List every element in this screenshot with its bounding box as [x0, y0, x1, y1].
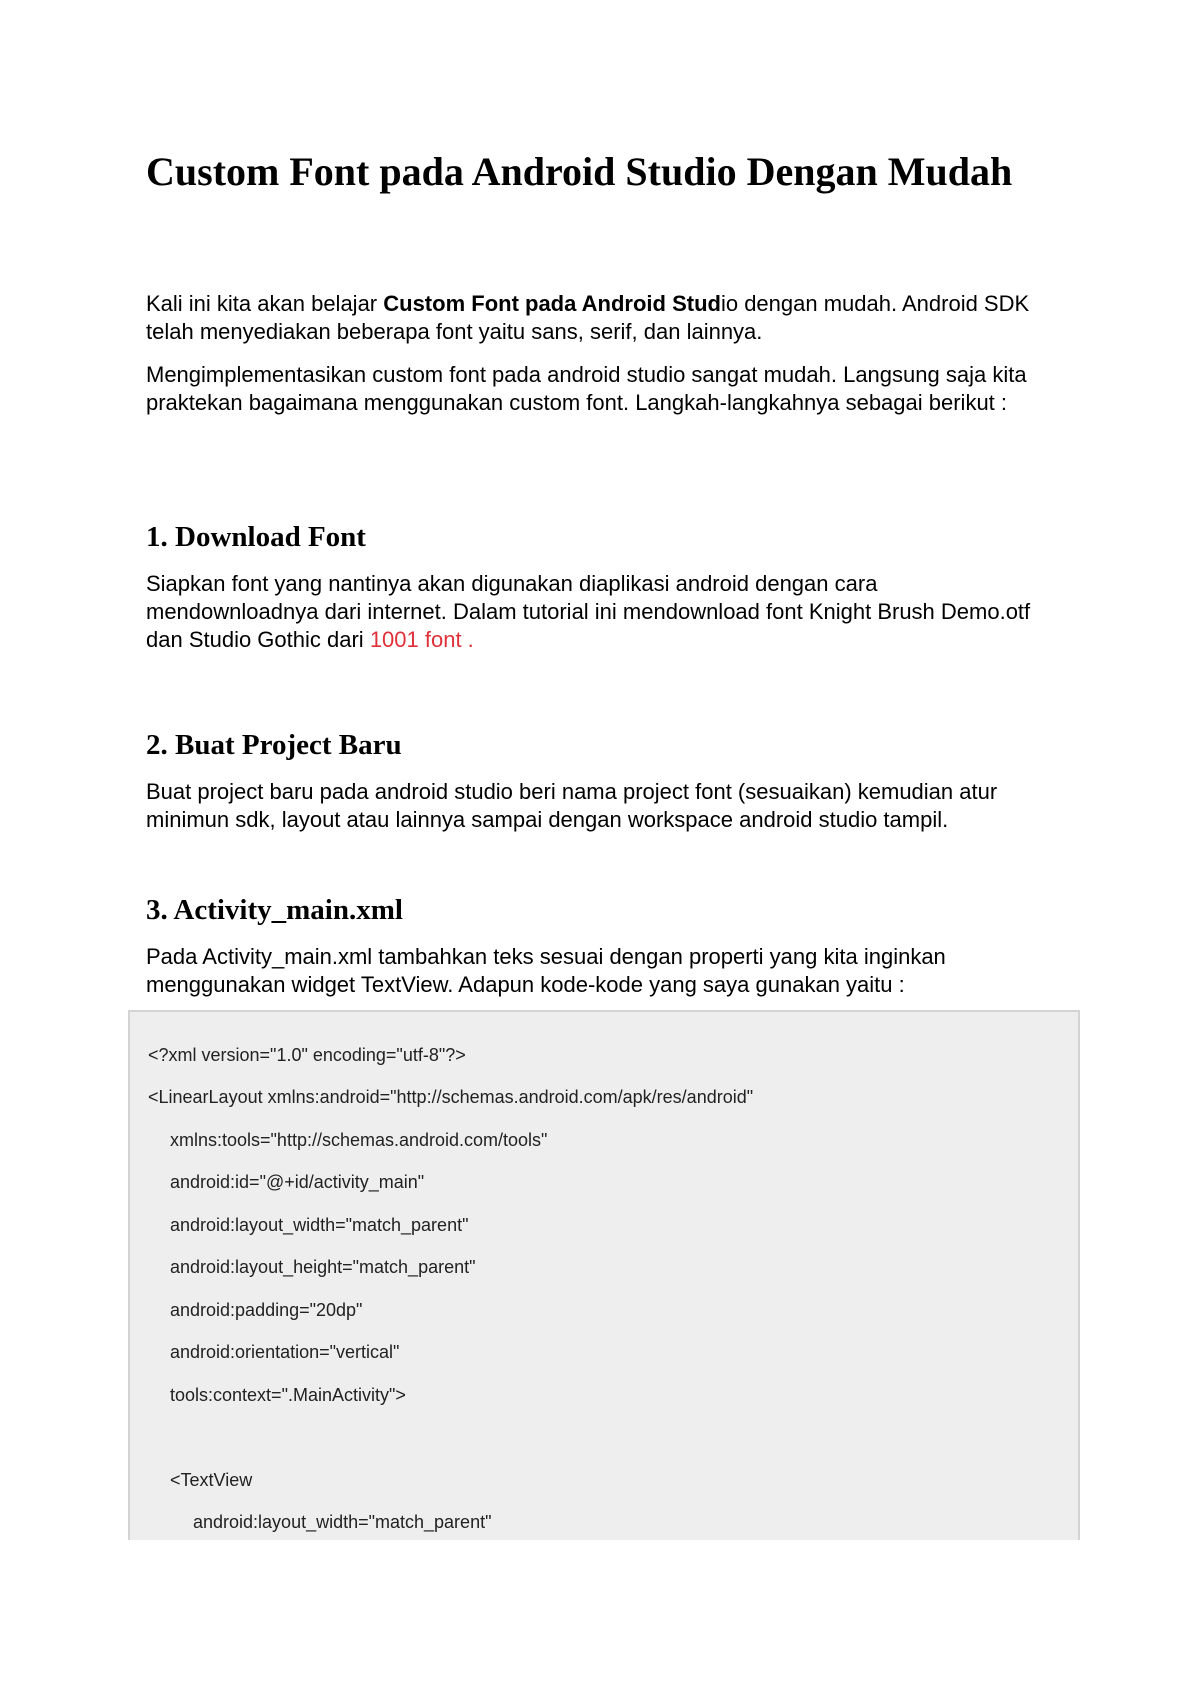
section-text-download-font — [146, 570, 1046, 654]
intro-paragraph-1 — [146, 290, 1046, 346]
code-line: xmlns:tools="http://schemas.android.com/tools" — [170, 1130, 548, 1150]
code-line: android:layout_height="match_parent" — [170, 1257, 476, 1277]
intro-paragraph-2: Mengimplementasikan custom font pada android studio sangat mudah. Langsung saja kita praktekan bagaimana menggunakan custom font. Langkah-langkahnya sebagai berikut : — [146, 362, 1027, 415]
section-text-activity-main: Pada Activity_main.xml tambahkan teks sesuai dengan properti yang kita inginkan menggunakan widget TextView. Adapun kode-kode yang saya gunakan yaitu : — [146, 944, 946, 997]
page-title: Custom Font pada Android Studio Dengan Mudah — [146, 149, 1013, 194]
code-line: <TextView — [170, 1470, 253, 1490]
code-line: android:orientation="vertical" — [170, 1342, 400, 1362]
code-line: android:id="@+id/activity_main" — [170, 1172, 425, 1192]
intro-text-start: Kali ini kita akan belajar — [146, 291, 384, 316]
code-line: <?xml version="1.0" encoding="utf-8"?> — [148, 1045, 466, 1065]
download-font-text: Siapkan font yang nantinya akan digunakan diaplikasi android dengan cara mendownloadnya dari internet. Dalam tutorial ini mendownload font Knight Brush Demo.otf dan Studio Gothic dari — [146, 571, 1031, 652]
code-line: android:layout_width="match_parent" — [170, 1215, 469, 1235]
section-heading-new-project: 2. Buat Project Baru — [146, 729, 402, 761]
section-heading-download-font: 1. Download Font — [146, 521, 366, 553]
intro-text-end: io dengan mudah. Android SDK telah menyediakan beberapa font yaitu sans, serif, dan lainnya. — [146, 291, 1030, 344]
font-site-link[interactable]: 1001 font . — [369, 627, 474, 652]
code-line: tools:context=".MainActivity"> — [170, 1385, 406, 1405]
code-block — [128, 1010, 1080, 1540]
code-line: <LinearLayout xmlns:android="http://schemas.android.com/apk/res/android" — [148, 1087, 754, 1107]
section-heading-activity-main: 3. Activity_main.xml — [146, 894, 403, 926]
code-line: android:layout_width="match_parent" — [193, 1512, 492, 1532]
intro-bold-text: Custom Font pada Android Stud — [383, 291, 721, 316]
code-line: android:padding="20dp" — [170, 1300, 363, 1320]
section-text-new-project: Buat project baru pada android studio beri nama project font (sesuaikan) kemudian atur minimun sdk, layout atau lainnya sampai dengan workspace android studio tampil. — [146, 779, 998, 832]
